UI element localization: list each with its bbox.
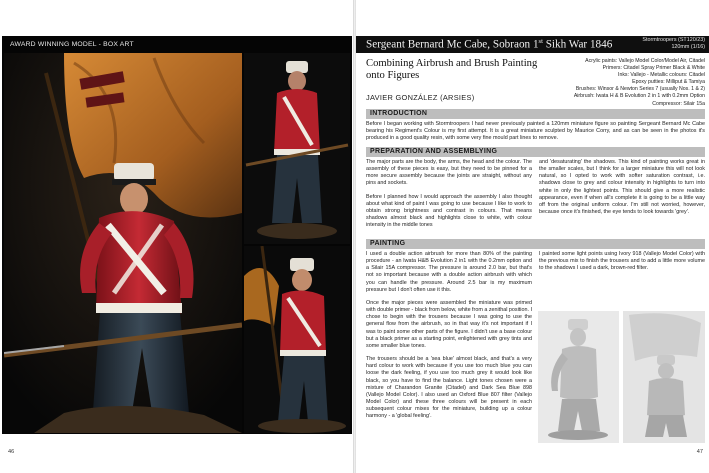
materials-item: Inks: Vallejo - Metallic colours: Citadel: [618, 72, 705, 79]
materials-item: Airbrush: Iwata H & B Evolution 2 in 1 with 0.2mm Option: [573, 93, 705, 100]
painting-column-right: [539, 251, 705, 278]
kit-reference: Stormtroopers (ST120/23) 120mm (1/16): [642, 37, 705, 50]
materials-item: Compressor: Silair 15a: [652, 100, 705, 107]
article-title: Sergeant Bernard Mc Cabe, Sobraon 1st Sikh War 1846: [366, 38, 613, 51]
materials-item: Acrylic paints: Vallejo Model Color/Model Air, Citadel: [585, 58, 705, 64]
side-view-photo: [244, 246, 350, 433]
paragraph: Before I planned how I would approach the assembly I also thought about what kind of paint I was going to use because I like to work to obtain strong brightness and contrast in colours. That means shadows almost black and highlights close to white, with colour intensity in the middle tones: [366, 193, 532, 229]
page-number-right: 47: [696, 449, 703, 455]
primed-figure-front-photo: [538, 311, 619, 443]
intro-paragraph: Before I began working with Stormtroopers I had never previously painted a 120mm miniature figure so painting Sergeant Bernard Mc Cabe bearing his Regiment's Colour is my first attempt. It is a great miniature sculpted by Maurice Corry, and as can be seen in the photos it's produced in a good quality resin, with some very fine mould part lines to remove.: [366, 121, 705, 142]
section-heading-intro: INTRODUCTION: [370, 110, 428, 117]
primed-figure-back-photo: [623, 311, 705, 443]
materials-item: Brushes: Winsor & Newton Series 7 (usually Nos. 1 & 2): [575, 86, 705, 93]
section-heading-prep: PREPARATION AND ASSEMBLYING: [370, 148, 498, 155]
main-figure-photo: [4, 53, 242, 433]
section-heading-painting: PAINTING: [370, 240, 406, 247]
article-subtitle: Combining Airbrush and Brush Painting onto Figures: [366, 58, 538, 81]
paragraph: Once the major pieces were assembled the miniature was primed with double primer - black from below, white from a zenithal position. I chose to begin with the trousers because I was going to use the general flow from the airbrush, so in that way it's not important if I was to paint some other parts of the figure. I didn't use a base colour but a black primer as a starting point, enlightened with grey tints and some smaller blue tones.: [366, 299, 532, 349]
paragraph: and 'desaturating' the shadows. This kind of painting works great in the smaller scales, but I think for a larger miniature this will not look natural, so I opted to work with softer saturation contrast, i.e. shadows close to grey and colour intensity in highlights to turn into white in only the lightest points. This should give a more realistic appearance, even if when all's complete it is going to be a little way off from the original uniform colour. I'm still not worried, however, because once it's finished, the eye tends to look towards 'grey'.: [539, 159, 705, 216]
paragraph: The major parts are the body, the arms, the head and the colour. The assembly of these pieces is easy, but they need to be pinned for a more secure assembly because the joints are straight, without any pins and sockets.: [366, 159, 532, 187]
materials-list: [574, 58, 705, 108]
section-bar-painting: [366, 239, 705, 249]
paragraph: I used a double action airbrush for more than 80% of the painting procedure - an Iwata H&B Evolution 2 in1 with the 0.2mm option and a Silair 15A compressor. The pressure is around 2.0 bar, but that's not so important because with a double action airbrush with which you can handle the pressure. Around 2.5 bar is my maximum pressure but I don't often use it this.: [366, 251, 532, 293]
prep-column-left: [366, 159, 532, 235]
materials-item: Primers: Citadel Spray Primer Black & White: [602, 65, 705, 72]
painting-column-left: [366, 251, 532, 426]
back-view-photo: [244, 53, 350, 244]
right-page: [356, 0, 709, 473]
paragraph: The trousers should be a 'sea blue' almost black, and that's a very hard colour to work with because if you use too much blue you can loose the dark feeling, if you use too much grey it would look like black, so you have to find the balance. Light tones chosen were a mixture of Charandon Granite (Citadel) and Dark Sea Blue 898 (Vallejo Model Color). I also used an Oxford Blue 807 filter (Vallejo Model Color) and these three colours will be present in each subsequent colour mixes for the miniature, building up a colour harmony - a 'global feeling'.: [366, 356, 532, 420]
paragraph: I painted some light points using Ivory 918 (Vallejo Model Color) with the previous mix to finish the trousers and to add a little more volume to the shadows I used a dark, brown-red filter.: [539, 251, 705, 272]
section-header: AWARD WINNING MODEL - BOX ART: [10, 41, 134, 48]
materials-item: Epoxy putties: Milliput & Tamiya: [632, 79, 705, 86]
prep-column-right: [539, 159, 705, 222]
author-byline: JAVIER GONZÁLEZ (ARSIES): [366, 93, 475, 102]
page-number-left: 46: [8, 449, 15, 455]
left-page: [0, 0, 354, 473]
